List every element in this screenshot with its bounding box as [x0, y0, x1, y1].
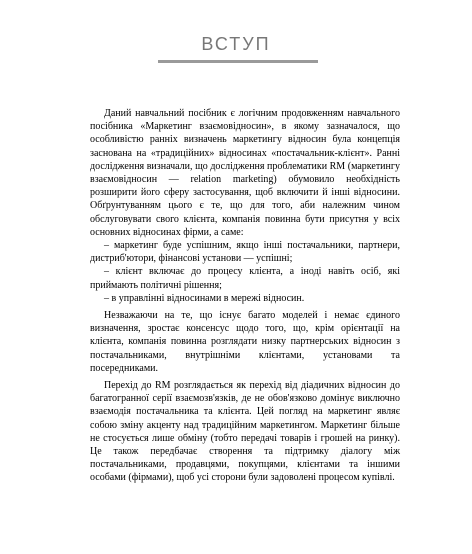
list-item: – в управлінні відносинами в мережі відносин. [104, 292, 305, 304]
list-item: – клієнт включає до процесу клієнта, а іноді навіть осіб, які приймають політичні рішення; [90, 266, 400, 291]
body-text [90, 107, 400, 485]
title-underline [158, 60, 318, 63]
paragraph-consensus: Незважаючи на те, що існує багато моделей і немає єдиного визначення, зростає консенсус щодо того, що, крім орієнтації на клієнта, компанія повинна розглядати низку партнерських відносин з постачальниками, внутрішніми клієнтами, установами та посередниками. [90, 310, 400, 374]
page-title: ВСТУП [201, 34, 271, 54]
list-item: – маркетинг буде успішним, якщо інші постачальники, партнери, дистриб'ютори, фінансові установи — успішні; [90, 240, 400, 265]
paragraph-transition: Перехід до RM розглядається як перехід від діадичних відносин до багатогранної серії взаємозв'язків, де не обов'язково домінує виключно взаємодія постачальника та клієнта. Цей погляд на маркетинг являє собою зміну акценту над традиційним маркетингом. Маркетинг більше не стосується лише обміну (тобто передачі товарів і грошей на ринку). Це також передбачає створення та підтримку діалогу між постачальниками, продавцями, покупцями, клієнтами та іншими особами (фірмами), щоб усі сторони були задоволені процесом купівлі. [90, 380, 400, 484]
paragraph-intro: Даний навчальний посібник є логічним продовженням навчального посібника «Маркетинг взаємовідносин», в якому зазначалося, що особливістю ранніх визначень маркетингу відносин була концепція заснована на «традиційних» відносинах «постачальник-клієнт». Ранні дослідження визначали, що дослідження проблематики RM (маркетингу взаємовідносин — relation marketing) обумовило необхідність розширити його сферу застосування, щоб включити й інші відносини. Обґрунтуванням цього є те, що для того, аби належним чином обслуговувати свого клієнта, компанія повинна бути присутня у всіх основних відносинах фірми, а саме: [90, 108, 400, 238]
